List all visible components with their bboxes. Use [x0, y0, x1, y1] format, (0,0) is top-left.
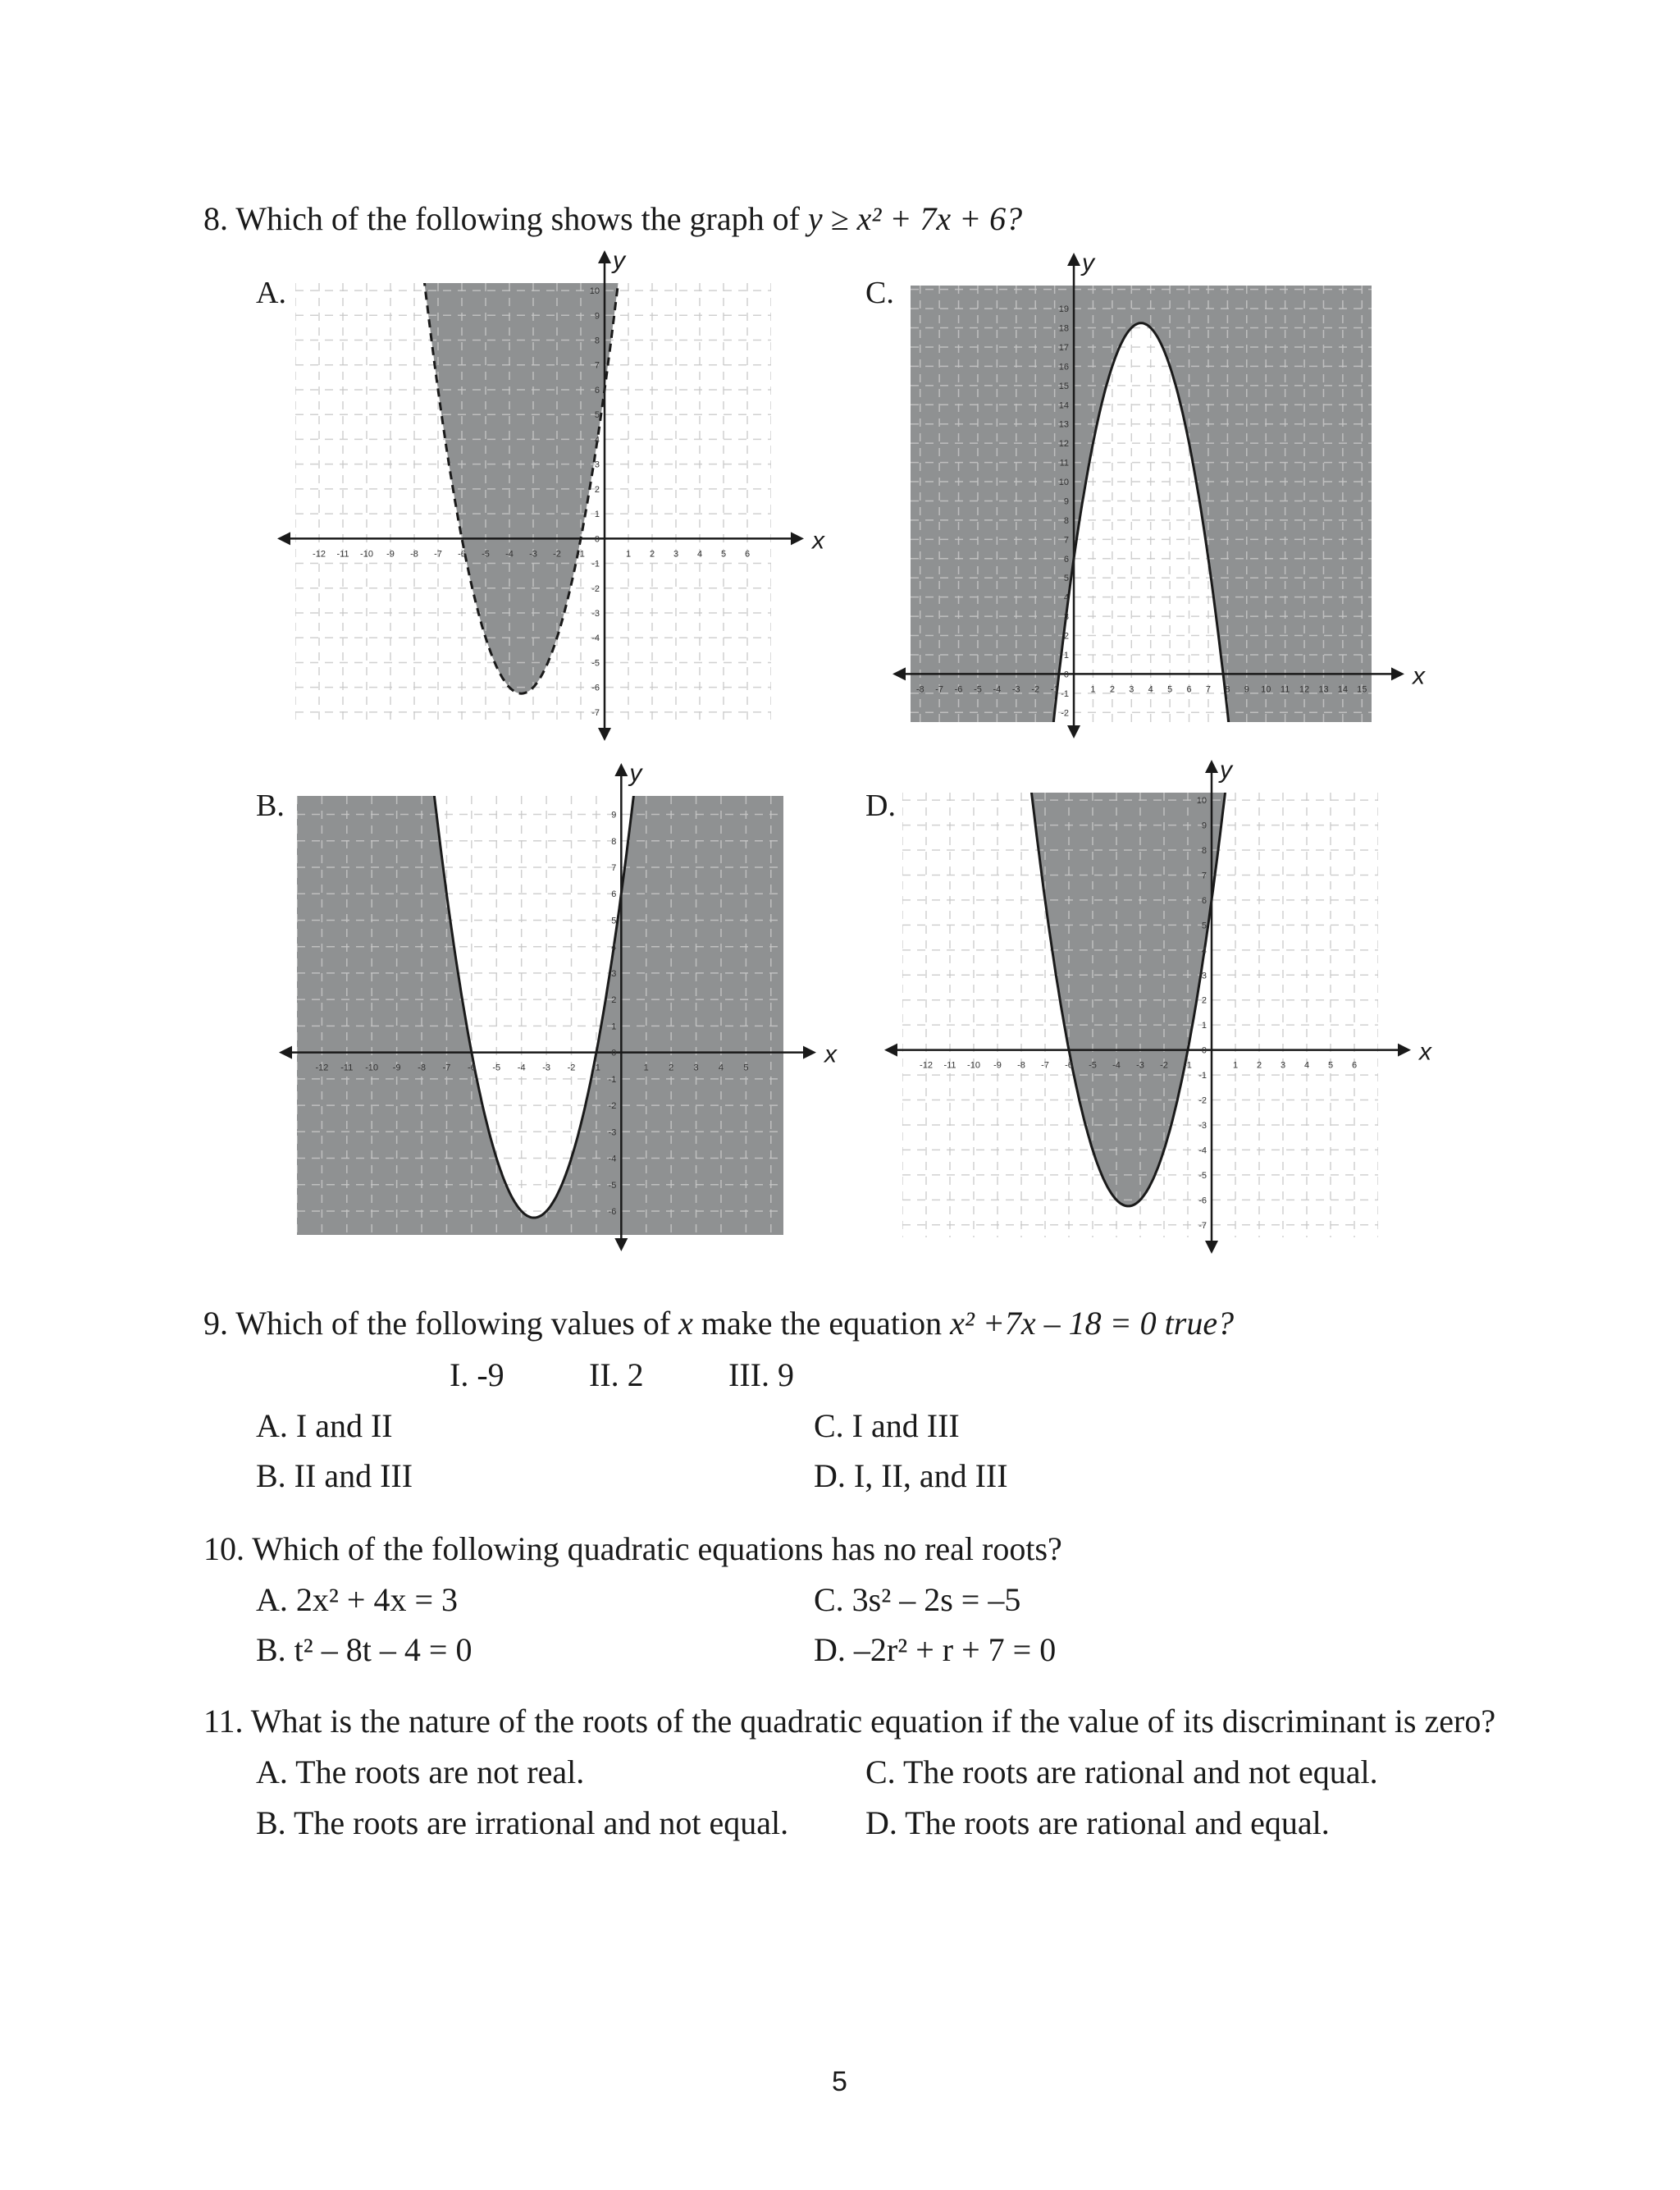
y-tick-label: -5	[591, 658, 600, 669]
y-tick-label: -2	[591, 583, 600, 594]
y-tick-label: 12	[1058, 439, 1070, 450]
y-tick-label: 5	[1201, 921, 1207, 931]
q11-option-b[interactable]: B. The roots are irrational and not equal.	[256, 1804, 789, 1841]
y-tick-label: -3	[591, 608, 600, 619]
y-axis-label: y	[1220, 757, 1232, 784]
x-tick-label: -11	[340, 1063, 354, 1073]
option-d-letter[interactable]: D.	[865, 789, 896, 823]
y-tick-label: 8	[1063, 515, 1070, 526]
page-number: 5	[832, 2066, 847, 2097]
y-tick-label: -2	[608, 1101, 617, 1112]
x-axis-arrow-left	[884, 1044, 897, 1057]
x-tick-label: 1	[1232, 1060, 1239, 1071]
x-tick-label: -1	[1050, 684, 1059, 695]
question-text: Which of the following shows the graph of	[235, 200, 800, 237]
x-tick-label: -10	[365, 1063, 379, 1073]
x-tick-label: 3	[673, 549, 679, 560]
y-tick-label: 2	[594, 484, 600, 495]
question-number: 9.	[203, 1305, 228, 1342]
x-tick-label: 11	[1280, 684, 1290, 695]
x-tick-label: 5	[720, 549, 727, 560]
x-axis-arrow	[1398, 1044, 1411, 1057]
y-tick-label: 0	[1201, 1045, 1207, 1056]
x-tick-label: 10	[1261, 684, 1271, 695]
x-tick-label: 5	[743, 1063, 749, 1073]
x-tick-label: 6	[1186, 684, 1192, 695]
y-tick-label: -7	[1198, 1220, 1207, 1231]
y-tick-label: 0	[611, 1048, 617, 1058]
x-tick-label: -12	[315, 1063, 329, 1073]
y-tick-label: 3	[611, 968, 617, 979]
x-tick-label: 7	[1205, 684, 1212, 695]
q10-option-c[interactable]: C. 3s² – 2s = –5	[814, 1581, 1021, 1618]
y-tick-label: 7	[594, 360, 600, 371]
x-tick-label: 13	[1318, 684, 1329, 695]
y-tick-label: 4	[1063, 592, 1070, 603]
x-tick-label: -2	[1031, 684, 1040, 695]
q10-option-a[interactable]: A. 2x² + 4x = 3	[256, 1581, 458, 1618]
y-axis-label: y	[613, 247, 625, 274]
y-tick-label: -1	[1061, 688, 1070, 699]
y-tick-label: -2	[1061, 708, 1070, 719]
y-tick-label: 10	[589, 286, 600, 297]
option-b-letter[interactable]: B.	[256, 789, 285, 823]
y-tick-label: -6	[591, 683, 600, 693]
y-tick-label: 2	[1201, 995, 1207, 1006]
x-tick-label: 4	[1148, 684, 1153, 695]
y-tick-label: 6	[1063, 554, 1070, 565]
x-tick-label: 3	[1129, 684, 1134, 695]
y-tick-label: 5	[594, 410, 600, 421]
x-tick-label: -4	[517, 1063, 526, 1073]
x-tick-label: -4	[993, 684, 1002, 695]
question-text: What is the nature of the roots of the quadratic equation if the value of its discriminant is zero?	[250, 1703, 1496, 1740]
x-tick-label: -5	[482, 549, 490, 560]
x-tick-label: -1	[592, 1063, 600, 1073]
y-tick-label: 17	[1058, 342, 1070, 353]
roman-item-3: III. 9	[728, 1356, 794, 1393]
y-tick-label: 10	[1196, 796, 1207, 807]
y-tick-label: 4	[594, 435, 600, 446]
y-tick-label: -2	[1198, 1095, 1207, 1106]
q11-option-a[interactable]: A. The roots are not real.	[256, 1753, 585, 1790]
q9-option-b[interactable]: B. II and III	[256, 1457, 413, 1494]
y-tick-label: 10	[1058, 478, 1070, 488]
q10-option-b[interactable]: B. t² – 8t – 4 = 0	[256, 1631, 472, 1668]
y-tick-label: 6	[1201, 895, 1207, 906]
y-tick-label: -4	[608, 1154, 617, 1164]
y-tick-label: 8	[1201, 846, 1207, 857]
y-tick-label: 14	[1058, 400, 1070, 411]
q9-option-c[interactable]: C. I and III	[814, 1407, 960, 1444]
y-tick-label: 1	[1063, 650, 1070, 661]
y-tick-label: 9	[1063, 496, 1070, 507]
x-tick-label: -6	[458, 549, 466, 560]
x-tick-label: 3	[693, 1063, 699, 1073]
y-tick-label: 16	[1058, 362, 1070, 373]
y-tick-label: 9	[594, 311, 600, 322]
x-tick-label: -4	[505, 549, 514, 560]
y-tick-label: 9	[611, 810, 617, 821]
question-number: 8.	[203, 200, 228, 237]
x-tick-label: 2	[669, 1063, 674, 1073]
y-tick-label: 8	[594, 336, 600, 346]
q9-option-a[interactable]: A. I and II	[256, 1407, 393, 1444]
question-number: 11.	[203, 1703, 244, 1740]
q9-option-d[interactable]: D. I, II, and III	[814, 1457, 1008, 1494]
y-tick-label: 4	[611, 942, 617, 953]
x-tick-label: 5	[1327, 1060, 1334, 1071]
x-tick-label: 5	[1167, 684, 1173, 695]
x-tick-label: 15	[1357, 684, 1367, 695]
x-tick-label: -7	[434, 549, 442, 560]
x-tick-label: -5	[1089, 1060, 1097, 1071]
x-tick-label: 9	[1244, 684, 1249, 695]
x-tick-label: -8	[418, 1063, 426, 1073]
x-tick-label: 14	[1337, 684, 1348, 695]
y-tick-label: -3	[1198, 1120, 1207, 1131]
y-tick-label: -1	[591, 559, 600, 569]
x-axis-label: x	[812, 527, 824, 555]
y-tick-label: 0	[594, 534, 600, 545]
x-tick-label: -4	[1112, 1060, 1121, 1071]
y-tick-label: -4	[591, 633, 600, 644]
x-tick-label: -2	[567, 1063, 576, 1073]
y-tick-label: 18	[1058, 323, 1070, 334]
x-axis-label: x	[1419, 1038, 1431, 1066]
y-tick-label: 3	[1201, 971, 1207, 981]
x-tick-label: -7	[1041, 1060, 1049, 1071]
y-tick-label: 3	[594, 459, 600, 470]
x-tick-label: -11	[336, 549, 349, 560]
y-tick-label: -1	[1198, 1071, 1207, 1081]
y-tick-label: 3	[1063, 612, 1070, 623]
y-tick-label: -6	[608, 1206, 617, 1217]
x-tick-label: -7	[442, 1063, 451, 1073]
x-tick-label: -3	[529, 549, 537, 560]
y-tick-label: 9	[1201, 821, 1207, 831]
x-tick-label: -1	[577, 549, 585, 560]
question-9	[203, 1307, 1234, 1340]
y-tick-label: 2	[1063, 631, 1070, 642]
option-a-letter[interactable]: A.	[256, 276, 286, 310]
y-tick-label: 7	[1201, 871, 1207, 881]
y-axis-arrow-down	[1205, 1241, 1218, 1254]
x-tick-label: -12	[920, 1060, 933, 1071]
x-tick-label: 6	[744, 549, 751, 560]
x-tick-label: -5	[492, 1063, 501, 1073]
y-tick-label: 5	[1063, 574, 1070, 584]
x-tick-label: -8	[410, 549, 418, 560]
x-tick-label: -11	[943, 1060, 956, 1071]
x-tick-label: -9	[993, 1060, 1002, 1071]
x-tick-label: 8	[1225, 684, 1230, 695]
question-number: 10.	[203, 1530, 244, 1567]
y-tick-label: 19	[1058, 304, 1070, 315]
y-axis-arrow	[1205, 760, 1218, 773]
y-tick-label: 4	[1201, 945, 1207, 956]
question-text-b: make the equation	[701, 1305, 943, 1342]
x-axis-label: x	[1413, 662, 1425, 690]
x-tick-label: 1	[625, 549, 632, 560]
x-tick-label: 4	[718, 1063, 724, 1073]
question-10	[203, 1530, 1062, 1567]
x-tick-label: 2	[1109, 684, 1115, 695]
x-tick-label: 1	[1090, 684, 1096, 695]
inequality: y ≥ x² + 7x + 6?	[807, 200, 1023, 237]
q11-option-c[interactable]: C. The roots are rational and not equal.	[865, 1753, 1378, 1790]
y-axis-label: y	[1082, 249, 1095, 277]
x-tick-label: 2	[1256, 1060, 1262, 1071]
x-tick-label: -1	[1184, 1060, 1192, 1071]
question-11	[203, 1705, 1495, 1738]
y-tick-label: -4	[1198, 1145, 1207, 1156]
y-tick-label: 7	[1063, 535, 1070, 546]
question-text: Which of the following quadratic equations has no real roots?	[252, 1530, 1062, 1567]
question-text-a: Which of the following values of	[235, 1305, 671, 1342]
x-tick-label: -8	[1017, 1060, 1025, 1071]
y-tick-label: -5	[608, 1180, 617, 1191]
plot-area	[902, 0, 1378, 1237]
x-tick-label: -10	[360, 549, 373, 560]
x-tick-label: -6	[467, 1063, 476, 1073]
y-axis-label: y	[629, 760, 642, 787]
x-tick-label: -5	[974, 684, 982, 695]
x-tick-label: -2	[553, 549, 561, 560]
y-tick-label: -7	[591, 707, 600, 718]
y-tick-label: 11	[1059, 458, 1070, 469]
y-tick-label: -3	[608, 1127, 617, 1138]
y-tick-label: 13	[1058, 419, 1070, 430]
y-tick-label: 1	[594, 510, 600, 520]
x-tick-label: 6	[1351, 1060, 1358, 1071]
y-tick-label: -1	[608, 1074, 617, 1085]
y-tick-label: 6	[611, 889, 617, 900]
y-tick-label: 0	[1063, 670, 1070, 680]
y-tick-label: 6	[594, 385, 600, 395]
x-tick-label: -9	[392, 1063, 401, 1073]
x-tick-label: 2	[649, 549, 655, 560]
x-tick-label: -7	[935, 684, 944, 695]
y-tick-label: -5	[1198, 1170, 1207, 1181]
x-tick-label: -3	[1011, 684, 1020, 695]
x-tick-label: -6	[1065, 1060, 1073, 1071]
x-tick-label: -8	[915, 684, 924, 695]
equation: x² +7x – 18 = 0 true?	[950, 1305, 1235, 1342]
x-tick-label: -10	[967, 1060, 980, 1071]
x-tick-label: 4	[1303, 1060, 1310, 1071]
y-tick-label: -6	[1198, 1196, 1207, 1206]
y-tick-label: 15	[1058, 381, 1070, 391]
x-tick-label: -3	[542, 1063, 550, 1073]
x-tick-label: 3	[1280, 1060, 1286, 1071]
question-variable: x	[678, 1305, 693, 1342]
x-tick-label: 4	[696, 549, 703, 560]
q11-option-d[interactable]: D. The roots are rational and equal.	[865, 1804, 1330, 1841]
x-tick-label: -12	[313, 549, 326, 560]
y-tick-label: 1	[611, 1022, 617, 1032]
y-tick-label: 1	[1201, 1021, 1207, 1031]
y-tick-label: 7	[611, 863, 617, 874]
x-tick-label: 1	[643, 1063, 649, 1073]
y-tick-label: 2	[611, 995, 617, 1006]
y-tick-label: 8	[611, 836, 617, 847]
roman-item-1: I. -9	[450, 1356, 504, 1393]
x-tick-label: 12	[1299, 684, 1310, 695]
x-tick-label: -2	[1160, 1060, 1168, 1071]
x-axis-label: x	[824, 1040, 837, 1068]
x-tick-label: -9	[386, 549, 395, 560]
q10-option-d[interactable]: D. –2r² + r + 7 = 0	[814, 1631, 1057, 1668]
x-tick-label: -6	[954, 684, 963, 695]
option-c-letter[interactable]: C.	[865, 276, 894, 310]
y-tick-label: 5	[611, 916, 617, 926]
x-tick-label: -3	[1136, 1060, 1144, 1071]
roman-item-2: II. 2	[589, 1356, 644, 1393]
